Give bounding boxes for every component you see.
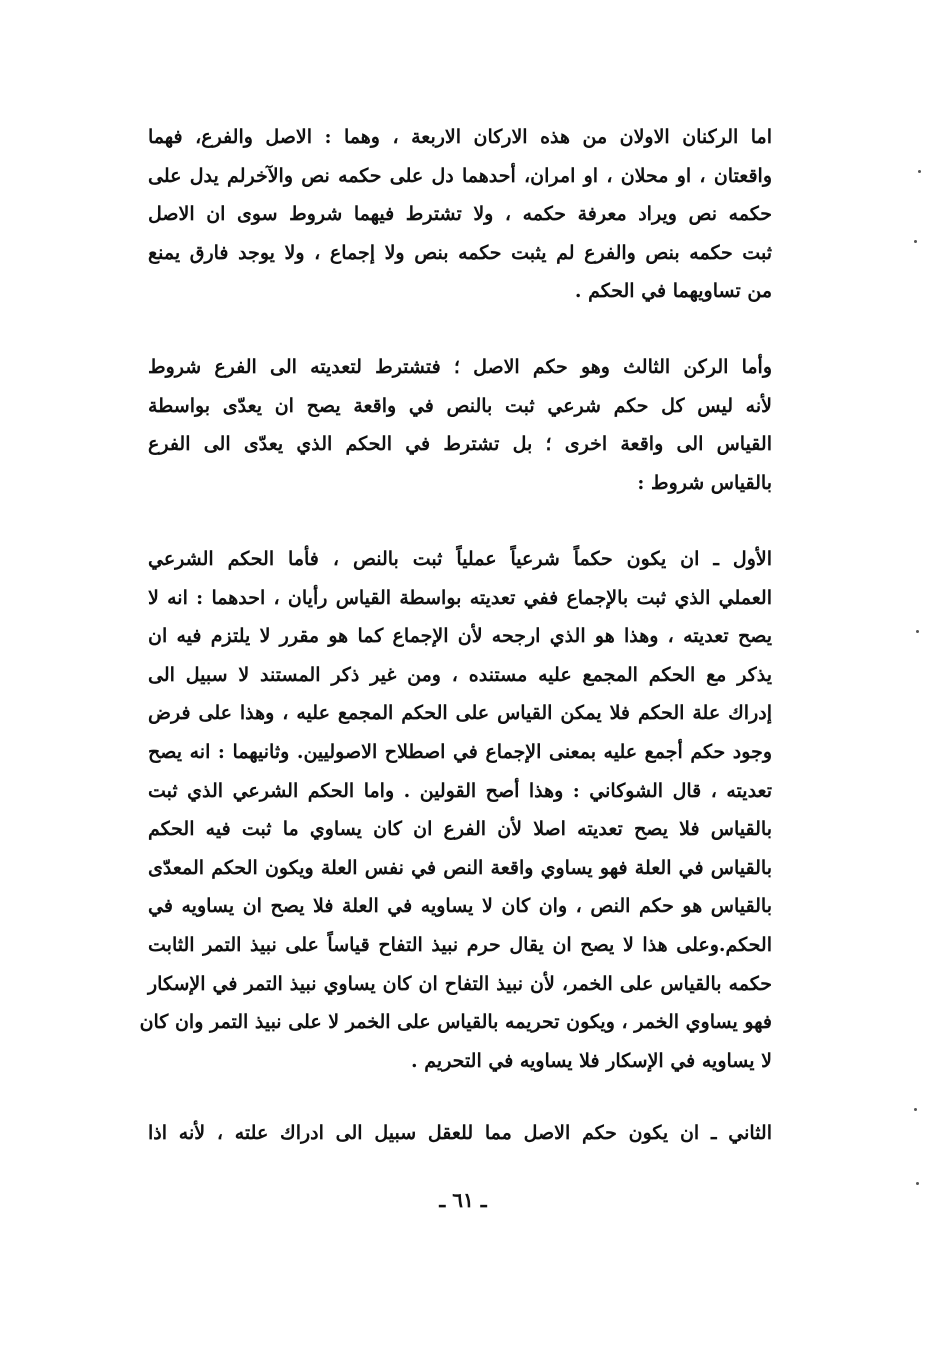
paragraph-line: من تساويهما في الحكم .	[574, 280, 772, 303]
paragraph-line: الثاني ـ ان يكون حكم الاصل مما للعقل سبيل الى ادراك علته ، لأنه اذا	[148, 1122, 772, 1144]
paragraph-line: وجود حكم أجمع عليه بمعنى الإجماع في اصطلاح الاصوليين. وثانيهما : انه يصح	[148, 740, 772, 763]
paragraph-1	[148, 118, 772, 311]
paragraph-line: حكمه بالقياس على الخمر، لأن نبيذ التفاح ان كان يساوي نبيذ التمر في الإسكار	[148, 972, 772, 995]
paragraph-line: وأما الركن الثالث وهو حكم الاصل ؛ فتشترط لتعديته الى الفرع شروط	[148, 356, 772, 378]
scan-speck	[914, 1108, 917, 1111]
paragraph-line: إدراك علة الحكم فلا يمكن القياس على الحكم المجمع عليه ، وهذا على فرض	[148, 702, 772, 725]
paragraph-line: لا يساويه في الإسكار فلا يساويه في التحريم .	[411, 1049, 772, 1072]
paragraph-2	[148, 348, 772, 502]
paragraph-line: بالقياس شروط :	[637, 471, 772, 494]
paragraph-line: بالقياس هو حكم النص ، وان كان لا يساويه في العلة فلا يصح ان يساويه في	[148, 895, 772, 918]
paragraph-line: فهو يساوي الخمر ، ويكون تحريمه بالقياس على الخمر لا على نبيذ التمر وان كان	[139, 1011, 772, 1034]
paragraph-3	[139, 540, 772, 1080]
paragraph-line: الحكم.وعلى هذا لا يصح ان يقال حرم نبيذ التفاح قياساً على نبيذ التمر الثابت	[148, 933, 772, 956]
paragraph-line: حكمه نص ويراد معرفة حكمه ، ولا تشترط فيهما شروط سوى ان الاصل	[148, 203, 772, 226]
paragraph-line: تعديته ، قال الشوكاني : وهذا أصح القولين . واما الحكم الشرعي الذي ثبت	[148, 779, 772, 802]
page-number: ـ ٦١ ـ	[439, 1188, 487, 1212]
scan-speck	[916, 1182, 919, 1185]
paragraph-line: العملي الذي ثبت بالإجماع ففي تعديته بواسطة القياس رأيان ، احدهما : انه لا	[148, 586, 772, 609]
paragraph-line: يصح تعديته ، وهذا هو الذي ارجحه لأن الإجماع كما هو مقرر لا يلتزم فيه ان	[148, 625, 772, 648]
scan-speck	[918, 170, 921, 173]
paragraph-line: الأول ـ ان يكون حكماً شرعياً عملياً ثبت بالنص ، فأما الحكم الشرعي	[148, 548, 772, 570]
paragraph-line: بالقياس في العلة فهو يساوي واقعة النص في نفس العلة ويكون الحكم المعدّى	[148, 856, 772, 879]
paragraph-line: اما الركنان الاولان من هذه الاركان الاربعة ، وهما : الاصل والفرع، فهما	[148, 126, 772, 148]
paragraph-4	[148, 1114, 772, 1153]
paragraph-line: يذكر مع الحكم المجمع عليه مستنده ، ومن غير ذكر المستند لا سبيل الى	[148, 663, 772, 686]
paragraph-line: واقعتان ، او محلان ، او امران، أحدهما دل على حكمه نص والآخرلم يدل على	[148, 164, 772, 187]
paragraph-line: لأنه ليس كل حكم شرعي ثبت بالنص في واقعة يصح ان يعدّى بواسطة	[148, 394, 772, 417]
scan-speck	[916, 630, 919, 633]
paragraph-line: القياس الى واقعة اخرى ؛ بل تشترط في الحكم الذي يعدّى الى الفرع	[148, 433, 772, 456]
scan-speck	[914, 240, 917, 243]
paragraph-line: ثبت حكمه بنص والفرع لم يثبت حكمه بنص ولا إجماع ، ولا يوجد فارق يمنع	[148, 241, 772, 264]
paragraph-line: بالقياس فلا يصح تعديته اصلا لأن الفرع ان كان يساوي ما ثبت فيه الحكم	[148, 818, 772, 841]
